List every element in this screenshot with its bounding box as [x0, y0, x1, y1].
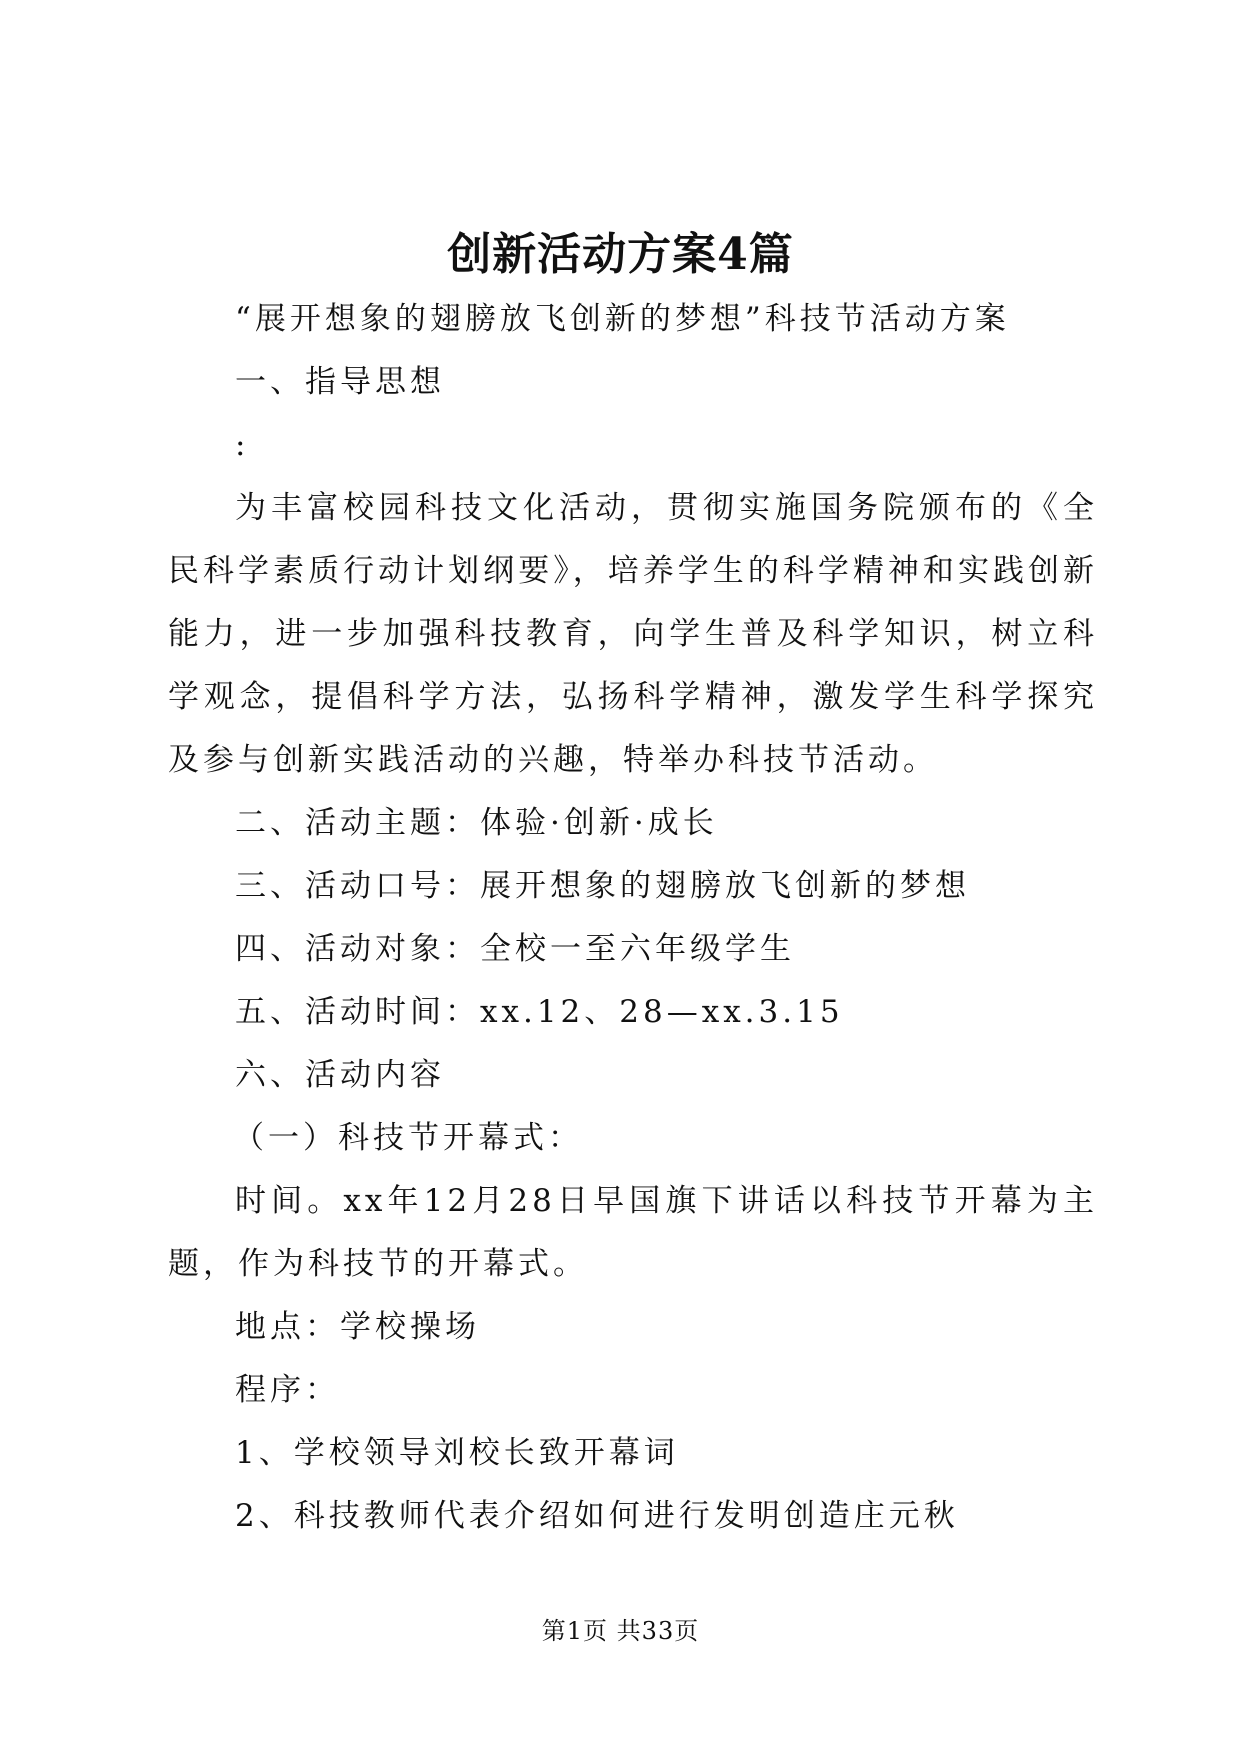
program-list-item: 1、学校领导刘校长致开幕词 [235, 1435, 679, 1471]
document-title: 创新活动方案4篇 [447, 229, 794, 280]
activity-slogan: 三、活动口号：展开想象的翅膀放飞创新的梦想 [235, 868, 970, 904]
opening-ceremony-program-label: 程序： [235, 1372, 340, 1408]
program-list-item: 2、科技教师代表介绍如何进行发明创造庄元秋 [235, 1498, 959, 1534]
subsection-heading-opening-ceremony: （一）科技节开幕式： [233, 1120, 583, 1156]
section-colon: : [235, 427, 250, 463]
opening-ceremony-place: 地点：学校操场 [235, 1309, 480, 1345]
activity-participants: 四、活动对象：全校一至六年级学生 [235, 931, 795, 967]
opening-ceremony-time-paragraph: 时间。xx年12月28日早国旗下讲话以科技节开幕为主题，作为科技节的开幕式。 [168, 1183, 1098, 1282]
activity-theme: 二、活动主题：体验·创新·成长 [235, 805, 718, 841]
guiding-thought-paragraph: 为丰富校园科技文化活动，贯彻实施国务院颁布的《全民科学素质行动计划纲要》，培养学生的科学精神和实践创新能力，进一步加强科技教育，向学生普及科学知识，树立科学观念，提倡科学方法，弘扬科学精神，激发学生科学探究及参与创新实践活动的兴趣，特举办科技节活动。 [168, 490, 1098, 778]
document-body [168, 288, 1098, 1548]
section-heading-activity-content: 六、活动内容 [235, 1057, 445, 1093]
section-heading-guiding-thought: 一、指导思想 [235, 364, 445, 400]
page-number-footer: 第1页 共33页 [541, 1617, 700, 1645]
activity-time: 五、活动时间：xx.12、28—xx.3.15 [235, 994, 844, 1030]
document-subtitle: “展开想象的翅膀放飞创新的梦想”科技节活动方案 [235, 301, 1010, 337]
